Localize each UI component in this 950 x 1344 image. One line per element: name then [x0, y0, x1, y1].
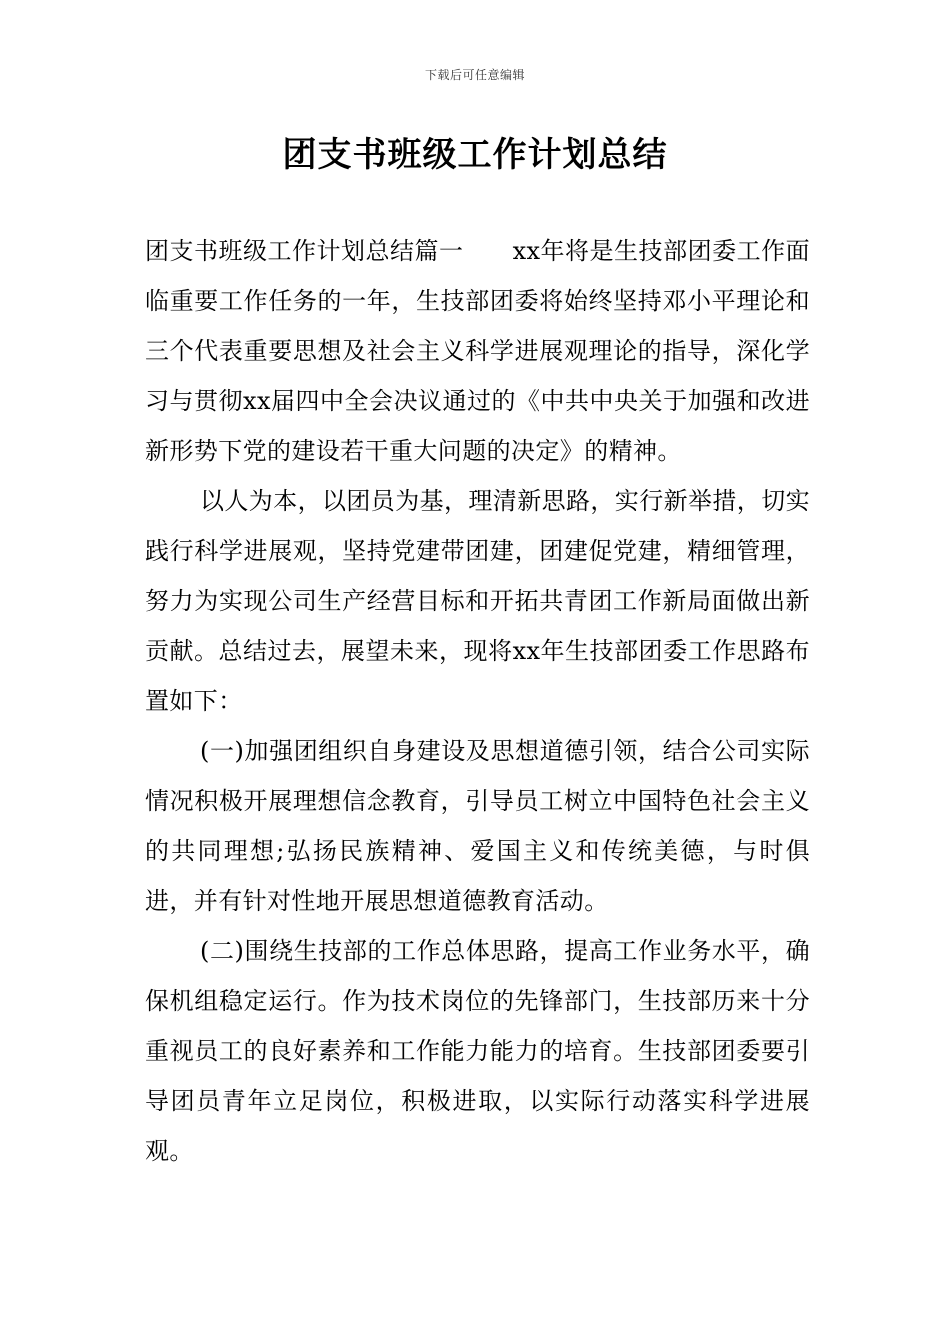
document-body: [145, 226, 810, 1176]
paragraph-approach: 以人为本，以团员为基，理清新思路，实行新举措，切实践行科学进展观，坚持党建带团建，团建促党建，精细管理，努力为实现公司生产经营目标和开拓共青团工作新局面做出新贡献。总结过去，展望未来，现将xx年生技部团委工作思路布置如下：: [145, 487, 810, 715]
paragraph-point-one: (一)加强团组织自身建设及思想道德引领，结合公司实际情况积极开展理想信念教育，引导员工树立中国特色社会主义的共同理想;弘扬民族精神、爱国主义和传统美德，与时俱进，并有针对性地开展思想道德教育活动。: [145, 737, 810, 915]
header-note: 下载后可任意编辑: [424, 68, 525, 82]
paragraph-point-two: (二)围绕生技部的工作总体思路，提高工作业务水平，确保机组稳定运行。作为技术岗位的先锋部门，生技部历来十分重视员工的良好素养和工作能力能力的培育。生技部团委要引导团员青年立足岗位，积极进取，以实际行动落实科学进展观。: [145, 937, 810, 1165]
paragraph-intro: 团支书班级工作计划总结篇一 xx年将是生技部团委工作面临重要工作任务的一年，生技部团委将始终坚持邓小平理论和三个代表重要思想及社会主义科学进展观理论的指导，深化学习与贯彻xx届四中全会决议通过的《中共中央关于加强和改进新形势下党的建设若干重大问题的决定》的精神。: [145, 237, 810, 465]
document-title: 团支书班级工作计划总结: [282, 135, 668, 175]
